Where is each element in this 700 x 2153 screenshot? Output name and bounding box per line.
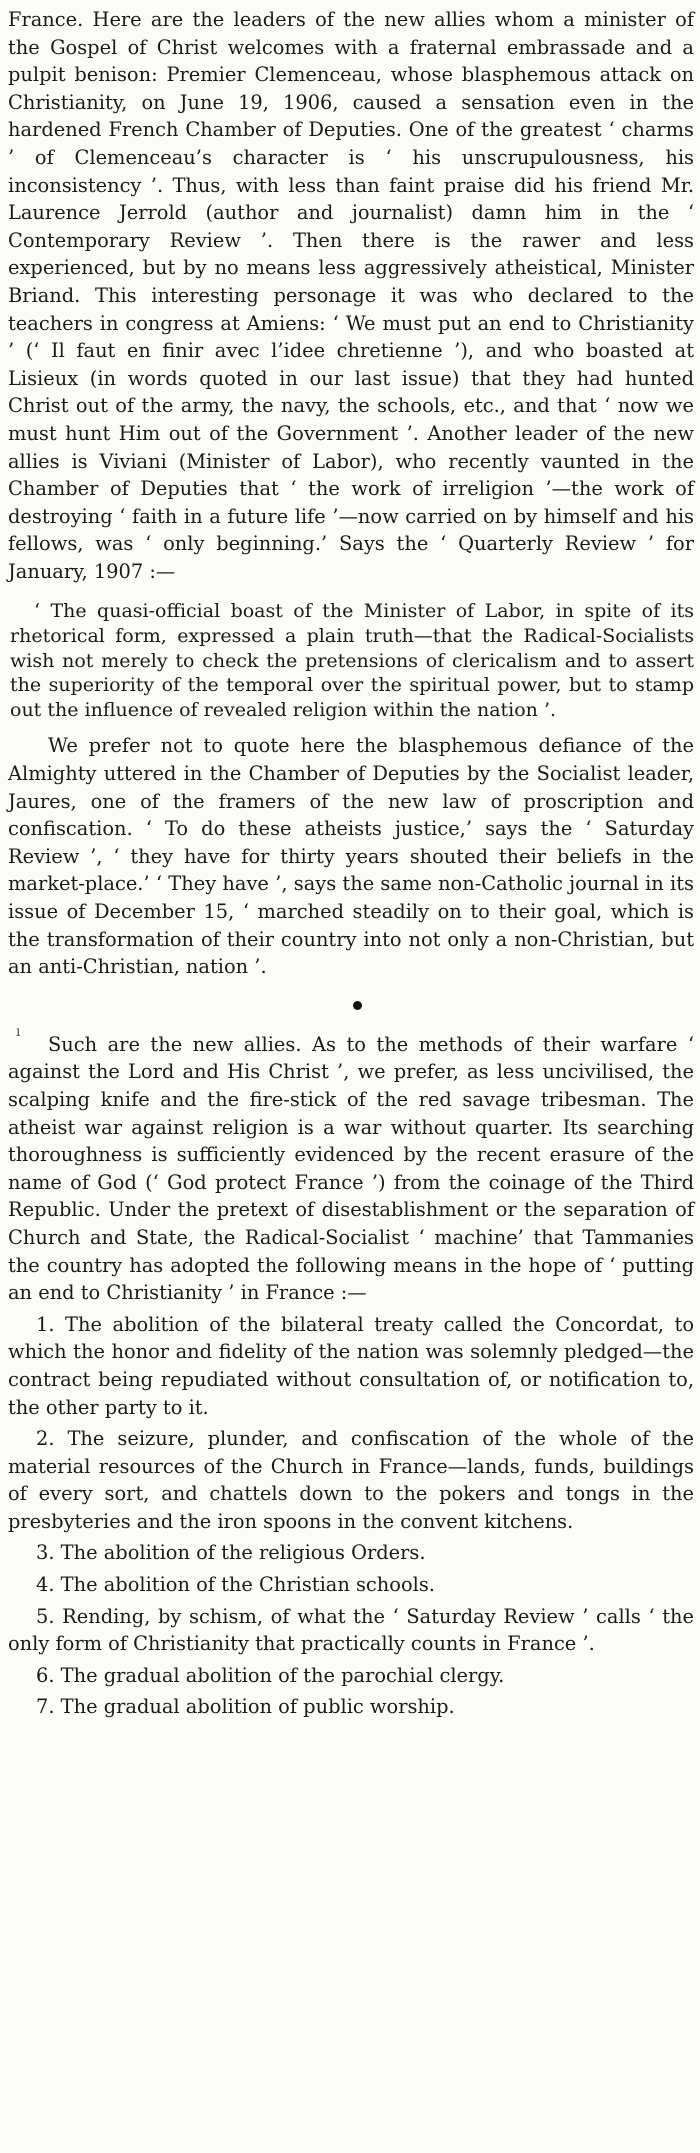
paragraph-jaures: We prefer not to quote here the blasphemous defiance of the Almighty uttered in the Chamber of Deputies by the Socialist leader, Jaures, one of the framers of the new law of proscription and confiscation. ‘ To do these atheists justice,’ says the ‘ Saturday Review ’, ‘ they have for thirty years shouted their beliefs in the market-place.’ ‘ They have ’, says the same non-Catholic journal in its issue of December 15, ‘ marched steadily on to their goal, which is the transformation of their country into not only a non-Christian, but an anti-Christian, nation ’. xyxy=(8,734,694,979)
list-item: 7. The gradual abolition of public worship. xyxy=(36,1695,455,1719)
block-quote-quarterly-review: ‘ The quasi-official boast of the Minister of Labor, in spite of its rhetorical form, expressed a plain truth—that the Radical-Socialists wish not merely to check the pretensions of clericalism and to assert the superiority of the temporal over the spiritual power, but to stamp out the influence of revealed religion within the nation ’. xyxy=(10,600,694,721)
list-item: 1. The abolition of the bilateral treaty called the Concordat, to which the honor and fidelity of the nation was solemnly pledged—the contract being repudiated without consultation of, or notification to, the other party to it. xyxy=(8,1312,694,1419)
list-item: 3. The abolition of the religious Orders. xyxy=(36,1541,426,1565)
margin-mark: ı xyxy=(16,1023,21,1040)
section-divider xyxy=(8,991,694,1040)
paragraph-leaders: France. Here are the leaders of the new allies whom a minister of the Gospel of Christ welcomes with a fraternal embrassade and a pulpit benison: Premier Clemenceau, whose blasphemous attack on Christianity, on June 19, 1906, caused a sensation even in the hardened French Chamber of Deputies. One of the greatest ‘ charms ’ of Clemenceau’s character is ‘ his unscrupulousness, his inconsistency ’. Thus, with less than faint praise did his friend Mr. Laurence Jerrold (author and journalist) damn him in the ‘ Contemporary Review ’. Then there is the rawer and less experienced, but by no means less aggressively atheistical, Minister Briand. This interesting personage it was who declared to the teachers in congress at Amiens: ‘ We must put an end to Christianity ’ (‘ Il faut en finir avec l’idee chretienne ’), and who boasted at Lisieux (in words quoted in our last issue) that they had hunted Christ out of the army, the navy, the schools, etc., and that ‘ now we must hunt Him out of the Government ’. Another leader of the new allies is Viviani (Minister of Labor), who recently vaunted in the Chamber of Deputies that ‘ the work of irreligion ’—the work of destroying ‘ faith in a future life ’—now carried on by himself and his fellows, was ‘ only beginning.’ Says the ‘ Quarterly Review ’ for January, 1907 :— xyxy=(8,8,694,583)
list-item: 4. The abolition of the Christian schools. xyxy=(36,1573,435,1597)
bullet-dot-icon xyxy=(353,1001,362,1010)
list-item: 5. Rending, by schism, of what the ‘ Saturday Review ’ calls ‘ the only form of Christianity that practically counts in France ’. xyxy=(8,1604,694,1656)
paragraph-new-allies: Such are the new allies. As to the methods of their warfare ‘ against the Lord and His Christ ’, we prefer, as less uncivilised, the scalping knife and the fire-stick of the red savage tribesman. The atheist war against religion is a war without quarter. Its searching thoroughness is sufficiently evidenced by the recent erasure of the name of God (‘ God protect France ’) from the coinage of the Third Republic. Under the pretext of disestablishment or the separation of Church and State, the Radical-Socialist ‘ machine’ that Tammanies the country has adopted the following means in the hope of ‘ putting an end to Christianity ’ in France :— xyxy=(8,1032,694,1305)
list-item: 2. The seizure, plunder, and confiscation of the whole of the material resources of the Church in France—lands, funds, buildings of every sort, and chattels down to the pokers and tongs in the presbyteries and the iron spoons in the convent kitchens. xyxy=(8,1427,694,1533)
list-item: 6. The gradual abolition of the parochial clergy. xyxy=(36,1663,505,1687)
